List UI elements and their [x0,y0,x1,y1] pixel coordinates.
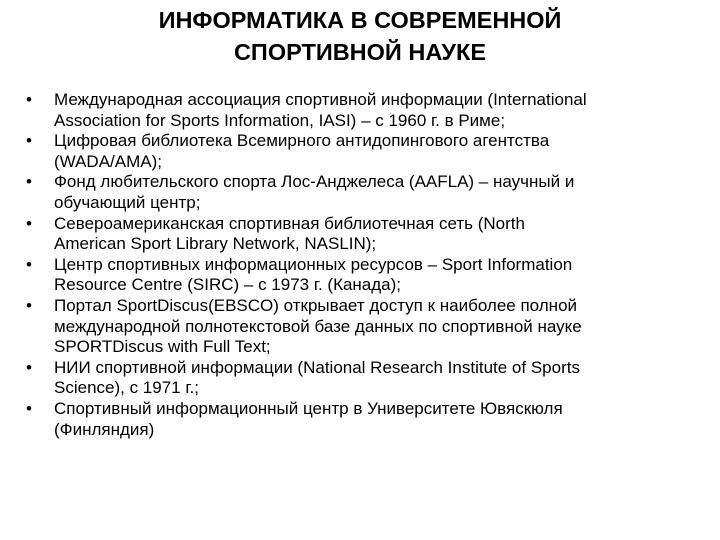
bullet-text-line: Спортивный информационный центр в Университете Ювяскюля [54,398,563,418]
bullet-text-line: Science), с 1971 г.; [54,378,199,398]
bullet-icon: • [26,295,32,315]
bullet-text-line: международной полнотекстовой базе данных по спортивной науке [54,316,582,336]
bullet-text-line: обучающий центр; [54,192,201,212]
bullet-list [26,90,696,440]
bullet-icon: • [26,213,32,233]
bullet-text-line: Resource Centre (SIRC) – с 1973 г. (Канада); [54,275,402,295]
slide-title [40,4,680,68]
bullet-text-line: SPORTDiscus with Full Text; [54,337,271,357]
title-line: ИНФОРМАТИКА В СОВРЕМЕННОЙ [158,7,562,33]
bullet-text-line: Центр спортивных информационных ресурсов – Sport Information [54,254,573,274]
bullet-icon: • [26,398,32,418]
bullet-item [26,399,696,440]
bullet-text-line: Цифровая библиотека Всемирного антидопингового агентства [54,131,550,151]
bullet-text-line: НИИ спортивной информации (National Research Institute of Sports [54,357,580,377]
bullet-text-line: Association for Sports Information, IASI) – с 1960 г. в Риме; [54,110,506,130]
bullet-icon: • [26,254,32,274]
bullet-item [26,214,696,255]
bullet-item [26,131,696,172]
bullet-text-line: (WADA/AMA); [54,151,162,171]
bullet-text-line: American Sport Library Network, NASLIN); [54,234,377,254]
bullet-item [26,296,696,358]
bullet-item [26,172,696,213]
bullet-icon: • [26,131,32,151]
bullet-text-line: Портал SportDiscus(EBSCO) открывает доступ к наиболее полной [54,295,578,315]
bullet-item [26,358,696,399]
bullet-icon: • [26,90,32,109]
bullet-text-line: Фонд любительского спорта Лос-Анджелеса (AAFLA) – научный и [54,172,575,192]
bullet-text-line: Североамериканская спортивная библиотечная сеть (North [54,213,525,233]
bullet-item [26,255,696,296]
bullet-icon: • [26,172,32,192]
title-line: СПОРТИВНОЙ НАУКЕ [233,39,487,65]
bullet-icon: • [26,357,32,377]
bullet-text-line: (Финляндия) [54,419,155,439]
bullet-item [26,90,696,131]
bullet-text-line: Международная ассоциация спортивной информации (International [54,90,587,109]
